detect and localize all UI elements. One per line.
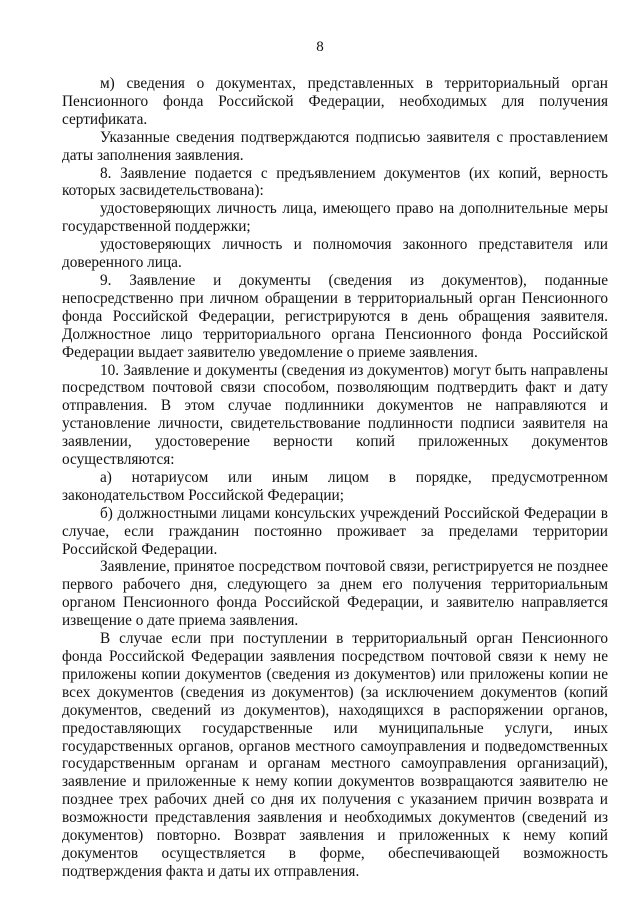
paragraph-representative-documents: удостоверяющих личность и полномочия законного представителя или доверенного лица. <box>62 236 608 272</box>
paragraph-return-conditions: В случае если при поступлении в территориальный орган Пенсионного фонда Российской Федерации заявления посредством почтовой связи к нему не приложены копии документов (сведения из документов) или приложены копии не всех документов (сведения из документов) (за исключением документов (копий документов, сведений из документов), находящихся в распоряжении органов, предоставляющих государственные или муниципальные услуги, иных государственных органов, органов местного самоуправления и подведомственных государственным органам и органам местного самоуправления организаций), заявление и приложенные к нему копии документов возвращаются заявителю не позднее трех рабочих дней со дня их получения с указанием причин возврата и возможности представления заявления и необходимых документов (сведений из документов) повторно. Возврат заявления и приложенных к нему копий документов осуществляется в форме, обеспечивающей возможность подтверждения факта и даты их отправления. <box>62 630 608 880</box>
paragraph-9-registration: 9. Заявление и документы (сведения из документов), поданные непосредственно при личном обращении в территориальный орган Пенсионного фонда Российской Федерации, регистрируются в день обращения заявителя. Должностное лицо территориального органа Пенсионного фонда Российской Федерации выдает заявителю уведомление о приеме заявления. <box>62 271 608 361</box>
paragraph-b-consular: б) должностными лицами консульских учреждений Российской Федерации в случае, если гражданин постоянно проживает за пределами территории Российской Федерации. <box>62 504 608 558</box>
paragraph-signature-confirmation: Указанные сведения подтверждаются подписью заявителя с проставлением даты заполнения заявления. <box>62 128 608 164</box>
paragraph-10-postal: 10. Заявление и документы (сведения из документов) могут быть направлены посредством почтовой связи способом, позволяющим подтвердить факт и дату отправления. В этом случае подлинники документов не направляются и установление личности, свидетельствование подлинности подписи заявителя на заявлении, удостоверение верности копий приложенных документов осуществляются: <box>62 361 608 469</box>
document-body <box>62 75 608 881</box>
page-number: 8 <box>316 39 324 55</box>
paragraph-m-documents-info: м) сведения о документах, представленных в территориальный орган Пенсионного фонда Российской Федерации, необходимых для получения сертификата. <box>62 75 608 128</box>
paragraph-a-notary: а) нотариусом или иным лицом в порядке, предусмотренном законодательством Российской Федерации; <box>62 468 608 504</box>
paragraph-identity-documents: удостоверяющих личность лица, имеющего право на дополнительные меры государственной поддержки; <box>62 200 608 236</box>
paragraph-8-submission: 8. Заявление подается с предъявлением документов (их копий, верность которых засвидетельствована): <box>62 164 608 200</box>
paragraph-postal-registration: Заявление, принятое посредством почтовой связи, регистрируется не позднее первого рабочего дня, следующего за днем его получения территориальным органом Пенсионного фонда Российской Федерации, и заявителю направляется извещение о дате приема заявления. <box>62 558 608 630</box>
